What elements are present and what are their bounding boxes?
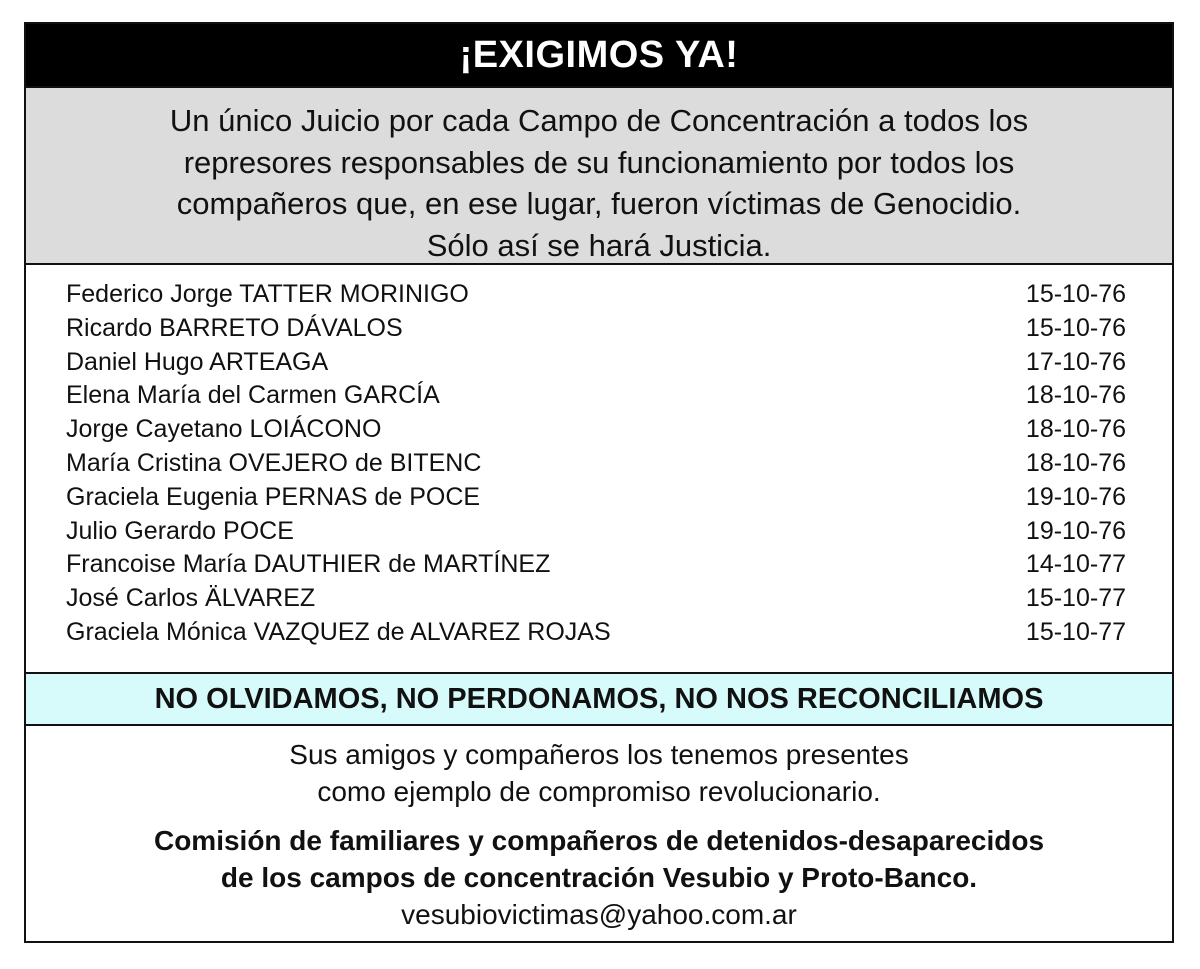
notice-title: ¡EXIGIMOS YA! [26, 24, 1172, 86]
victim-row [66, 447, 1126, 481]
victim-date: 15-10-76 [1025, 313, 1126, 342]
victim-date: 15-10-77 [1025, 584, 1126, 613]
organization-name [26, 822, 1172, 896]
victim-row [66, 312, 1126, 346]
victim-name: Federico Jorge TATTER MORINIGO [66, 280, 469, 308]
organization-line: Comisión de familiares y compañeros de detenidos-desaparecidos [153, 825, 1045, 856]
notice-frame [24, 22, 1174, 943]
victim-row [66, 346, 1126, 380]
victim-name: Julio Gerardo POCE [66, 516, 294, 545]
tribute-line: como ejemplo de compromiso revolucionario. [317, 776, 881, 807]
contact-email: vesubiovictimas@yahoo.com.ar [401, 899, 797, 930]
victim-date: 14-10-77 [1025, 550, 1126, 579]
victim-row [66, 379, 1126, 413]
victim-name: Ricardo BARRETO DÁVALOS [66, 313, 403, 342]
organization-line: de los campos de concentración Vesubio y Proto-Banco. [220, 862, 978, 893]
victim-name: Elena María del Carmen GARCÍA [66, 381, 440, 410]
victim-name: Daniel Hugo ARTEAGA [66, 347, 329, 376]
demand-line: Sólo así se hará Justicia. [426, 227, 772, 263]
victim-date: 19-10-76 [1025, 516, 1126, 545]
victim-date: 15-10-77 [1025, 617, 1126, 646]
victim-name: Francoise María DAUTHIER de MARTÍNEZ [66, 550, 551, 579]
victim-name: María Cristina OVEJERO de BITENC [66, 448, 482, 477]
victim-name: José Carlos ÄLVAREZ [66, 584, 316, 613]
victim-date: 19-10-76 [1025, 482, 1126, 511]
victim-row [66, 548, 1126, 582]
slogan-banner: NO OLVIDAMOS, NO PERDONAMOS, NO NOS RECONCILIAMOS [26, 672, 1172, 726]
victim-name: Jorge Cayetano LOIÁCONO [66, 415, 382, 444]
victim-name: Graciela Mónica VAZQUEZ de ALVAREZ ROJAS [66, 617, 611, 646]
victim-row [66, 413, 1126, 447]
victim-row [66, 515, 1126, 549]
victim-date: 18-10-76 [1025, 381, 1126, 410]
demand-line: represores responsables de su funcionamiento por todos los [183, 144, 1015, 180]
demand-line: Un único Juicio por cada Campo de Concentración a todos los [169, 103, 1029, 138]
victim-date: 18-10-76 [1025, 415, 1126, 444]
victim-date: 18-10-76 [1025, 448, 1126, 477]
demand-section [26, 86, 1172, 265]
victim-date: 17-10-76 [1025, 347, 1126, 376]
victim-row [66, 481, 1126, 515]
victim-row [66, 278, 1126, 312]
victims-list [26, 265, 1172, 672]
victim-date: 15-10-76 [1025, 280, 1126, 308]
victim-row [66, 616, 1126, 650]
tribute-line: Sus amigos y compañeros los tenemos presentes [289, 739, 909, 770]
footer-section [26, 726, 1172, 933]
victim-row [66, 582, 1126, 616]
victim-name: Graciela Eugenia PERNAS de POCE [66, 482, 481, 511]
demand-line: compañeros que, en ese lugar, fueron víctimas de Genocidio. [176, 186, 1022, 221]
